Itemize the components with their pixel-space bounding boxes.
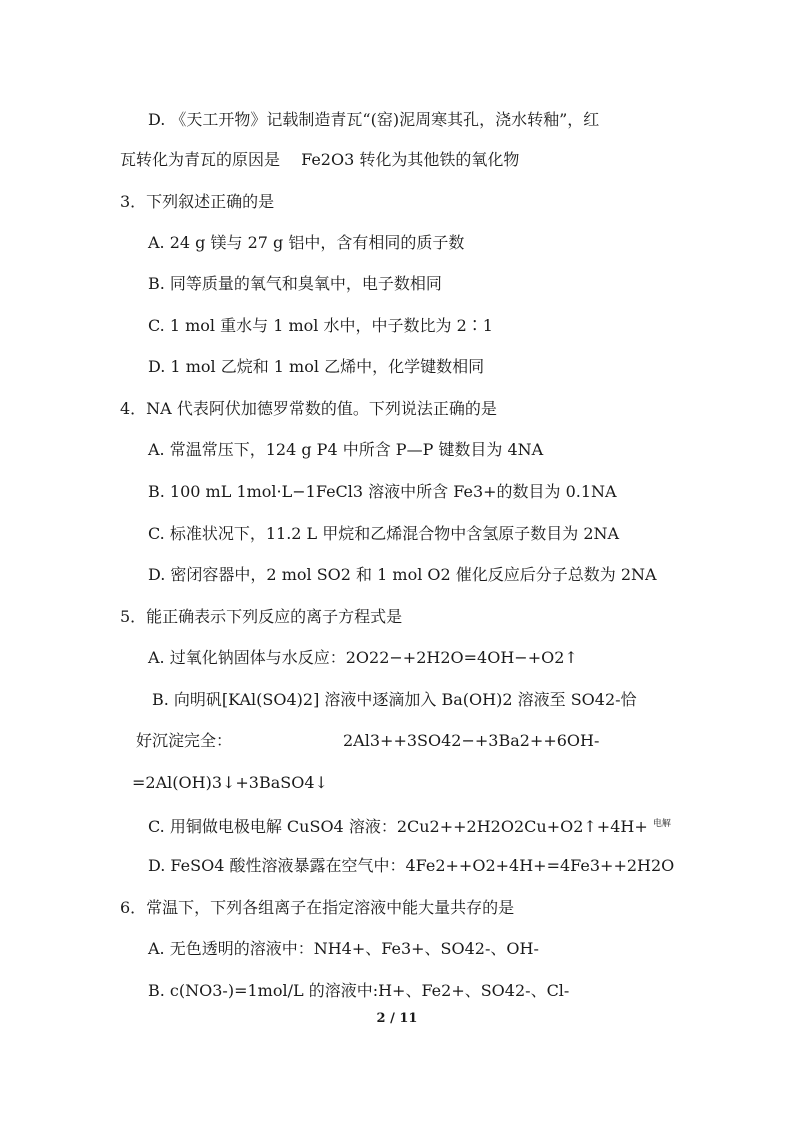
- question-3-option-d: D. 1 mol 乙烷和 1 mol 乙烯中，化学键数相同: [148, 357, 485, 376]
- question-4-option-b: B. 100 mL 1mol·L−1FeCl3 溶液中所含 Fe3+的数目为 0.1NA: [148, 482, 617, 501]
- option-2d-line2: 瓦转化为青瓦的原因是 Fe2O3 转化为其他铁的氧化物: [120, 150, 520, 169]
- question-6-option-a: A. 无色透明的溶液中：NH4+、Fe3+、SO42-、OH-: [148, 939, 539, 958]
- question-5-option-b-line1: B. 向明矾[KAl(SO4)2] 溶液中逐滴加入 Ba(OH)2 溶液至 SO42-恰: [152, 690, 637, 709]
- question-4-option-c: C. 标准状况下，11.2 L 甲烷和乙烯混合物中含氢原子数目为 2NA: [148, 524, 620, 543]
- question-4-option-d: D. 密闭容器中，2 mol SO2 和 1 mol O2 催化反应后分子总数为 2NA: [148, 565, 657, 584]
- question-3-option-c: C. 1 mol 重水与 1 mol 水中，中子数比为 2∶1: [148, 316, 493, 335]
- question-5-option-b-line2-equation: 2Al3++3SO42−+3Ba2++6OH-: [343, 731, 600, 750]
- question-6-option-b: B. c(NO3-)=1mol/L 的溶液中:H+、Fe2+、SO42-、Cl-: [148, 981, 570, 1000]
- question-3-option-a: A. 24 g 镁与 27 g 铝中，含有相同的质子数: [148, 233, 465, 252]
- question-6-stem: 6．常温下，下列各组离子在指定溶液中能大量共存的是: [120, 898, 515, 917]
- question-4-option-a: A. 常温常压下，124 g P4 中所含 P—P 键数目为 4NA: [148, 440, 544, 459]
- question-5-option-c-text: C. 用铜做电极电解 CuSO4 溶液：2Cu2++2H2O2Cu+O2↑+4H+: [148, 817, 648, 836]
- question-5-option-a: A. 过氧化钠固体与水反应：2O22−+2H2O=4OH−+O2↑: [148, 648, 578, 667]
- question-5-option-d: D. FeSO4 酸性溶液暴露在空气中：4Fe2++O2+4H+=4Fe3++2H2O: [148, 856, 675, 875]
- question-5-option-b-line2-label: 好沉淀完全：: [136, 731, 233, 750]
- page-number: 2 / 11: [376, 1011, 418, 1026]
- electrolysis-label: 电解: [652, 819, 671, 829]
- option-2d-line1: D. 《天工开物》记载制造青瓦“(窑)泥周寒其孔，浇水转釉”，红: [148, 110, 600, 129]
- question-5-option-b-line3: =2Al(OH)3↓+3BaSO4↓: [132, 773, 328, 792]
- question-4-stem: 4．NA 代表阿伏加德罗常数的值。下列说法正确的是: [120, 399, 497, 418]
- question-3-option-b: B. 同等质量的氧气和臭氧中，电子数相同: [148, 274, 442, 293]
- question-3-stem: 3．下列叙述正确的是: [120, 192, 275, 211]
- question-5-stem: 5．能正确表示下列反应的离子方程式是: [120, 607, 403, 626]
- question-5-option-c: [148, 814, 671, 837]
